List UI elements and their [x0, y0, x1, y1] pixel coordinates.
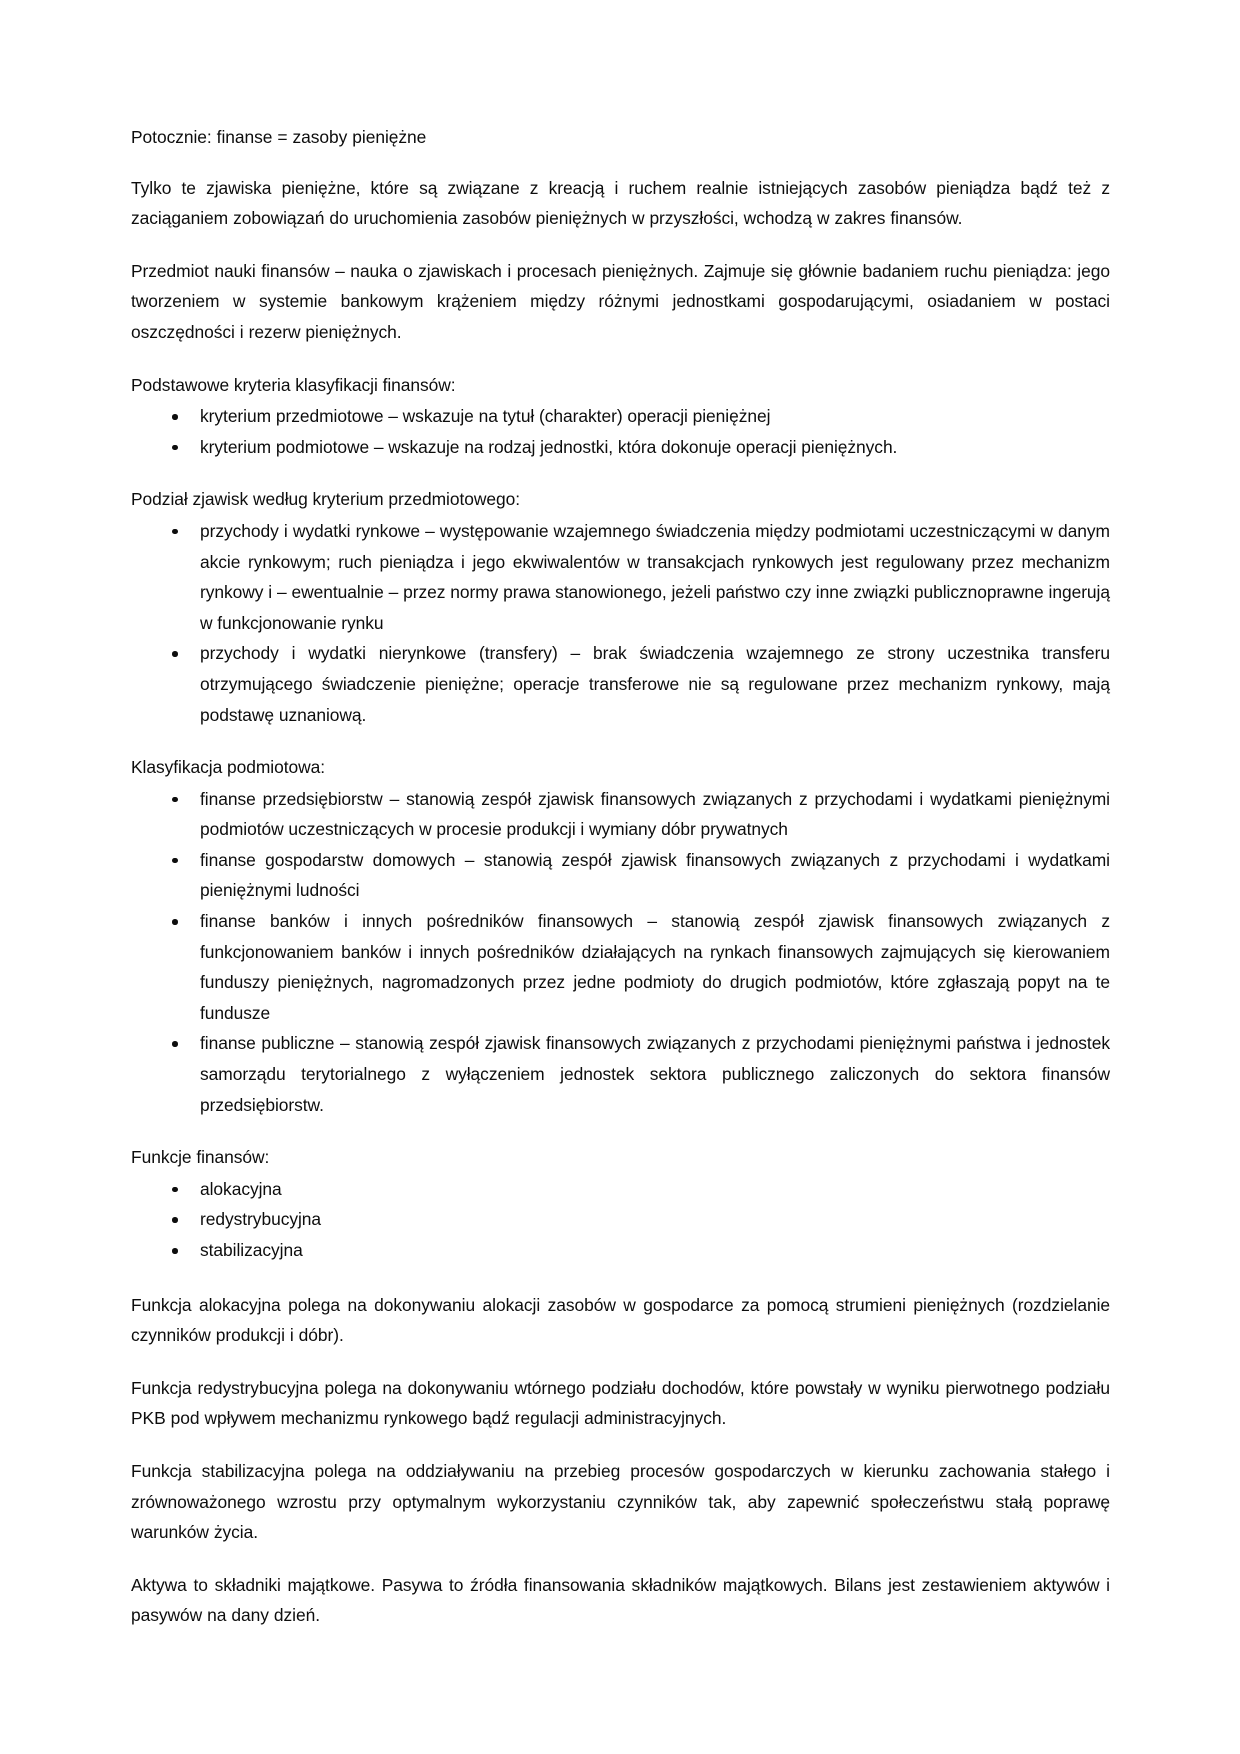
- paragraph-redistribution-function: Funkcja redystrybucyjna polega na dokonywaniu wtórnego podziału dochodów, które powstały w wyniku pierwotnego podziału PKB pod wpływem mechanizmu rynkowego bądź regulacji administracyjnych.: [131, 1377, 1110, 1429]
- heading-basic-criteria: Podstawowe kryteria klasyfikacji finansów:: [131, 374, 456, 395]
- list-item: stabilizacyjna: [131, 1235, 1110, 1266]
- intro-line: Potocznie: finanse = zasoby pieniężne: [131, 127, 427, 147]
- list-item: alokacyjna: [131, 1174, 1110, 1205]
- paragraph-scope-of-finance: Tylko te zjawiska pieniężne, które są związane z kreacją i ruchem realnie istniejących zasobów pieniądza bądź też z zaciąganiem zobowiązań do uruchomienia zasobów pieniężnych w przyszłości, wchodzą w zakres finansów.: [131, 177, 1110, 229]
- list-basic-criteria: [131, 401, 1110, 462]
- list-item: finanse publiczne – stanowią zespół zjawisk finansowych związanych z przychodami pieniężnymi państwa i jednostek samorządu terytorialnego z wyłączeniem jednostek sektora publicznego zaliczonych do sektora finansów przedsiębiorstw.: [131, 1028, 1110, 1120]
- paragraph-assets-liabilities-balance: Aktywa to składniki majątkowe. Pasywa to źródła finansowania składników majątkowych. Bilans jest zestawieniem aktywów i pasywów na dany dzień.: [131, 1574, 1110, 1626]
- document-body: [131, 122, 1110, 1653]
- list-item: redystrybucyjna: [131, 1204, 1110, 1235]
- paragraph-stabilization-function: Funkcja stabilizacyjna polega na oddziaływaniu na przebieg procesów gospodarczych w kierunku zachowania stałego i zrównoważonego wzrostu przy optymalnym wykorzystaniu czynników tak, aby zapewnić społeczeństwu stałą poprawę warunków życia.: [131, 1460, 1110, 1543]
- list-item: kryterium podmiotowe – wskazuje na rodzaj jednostki, która dokonuje operacji pieniężnych.: [131, 432, 1110, 463]
- list-item: przychody i wydatki rynkowe – występowanie wzajemnego świadczenia między podmiotami uczestniczącymi w danym akcie rynkowym; ruch pieniądza i jego ekwiwalentów w transakcjach rynkowych jest regulowany przez mechanizm rynkowy i – ewentualnie – przez normy prawa stanowionego, jeżeli państwo czy inne związki publicznoprawne ingerują w funkcjonowanie rynku: [131, 516, 1110, 638]
- list-subject-division: [131, 516, 1110, 730]
- list-item: przychody i wydatki nierynkowe (transfery) – brak świadczenia wzajemnego ze strony uczestnika transferu otrzymującego świadczenie pieniężne; operacje transferowe nie są regulowane przez mechanizm rynkowy, mają podstawę uznaniową.: [131, 638, 1110, 730]
- paragraph-subject-of-finance: Przedmiot nauki finansów – nauka o zjawiskach i procesach pieniężnych. Zajmuje się głównie badaniem ruchu pieniądza: jego tworzeniem w systemie bankowym krążeniem między różnymi jednostkami gospodarującymi, osiadaniem w postaci oszczędności i rezerw pieniężnych.: [131, 260, 1110, 342]
- list-item: finanse gospodarstw domowych – stanowią zespół zjawisk finansowych związanych z przychodami i wydatkami pieniężnymi ludności: [131, 845, 1110, 906]
- list-item: kryterium przedmiotowe – wskazuje na tytuł (charakter) operacji pieniężnej: [131, 401, 1110, 432]
- list-item: finanse banków i innych pośredników finansowych – stanowią zespół zjawisk finansowych związanych z funkcjonowaniem banków i innych pośredników działających na rynkach finansowych zajmujących się kierowaniem funduszy pieniężnych, nagromadzonych przez jedne podmioty do drugich podmiotów, które zgłaszają popyt na te fundusze: [131, 906, 1110, 1028]
- list-entity-classification: [131, 784, 1110, 1121]
- heading-entity-classification: Klasyfikacja podmiotowa:: [131, 757, 326, 778]
- list-functions-of-finance: [131, 1174, 1110, 1266]
- heading-subject-division: Podział zjawisk według kryterium przedmiotowego:: [131, 489, 521, 510]
- list-item: finanse przedsiębiorstw – stanowią zespół zjawisk finansowych związanych z przychodami i wydatkami pieniężnymi podmiotów uczestniczących w procesie produkcji i wymiany dóbr prywatnych: [131, 784, 1110, 845]
- heading-functions-of-finance: Funkcje finansów:: [131, 1147, 270, 1168]
- paragraph-allocation-function: Funkcja alokacyjna polega na dokonywaniu alokacji zasobów w gospodarce za pomocą strumieni pieniężnych (rozdzielanie czynników produkcji i dóbr).: [131, 1294, 1110, 1346]
